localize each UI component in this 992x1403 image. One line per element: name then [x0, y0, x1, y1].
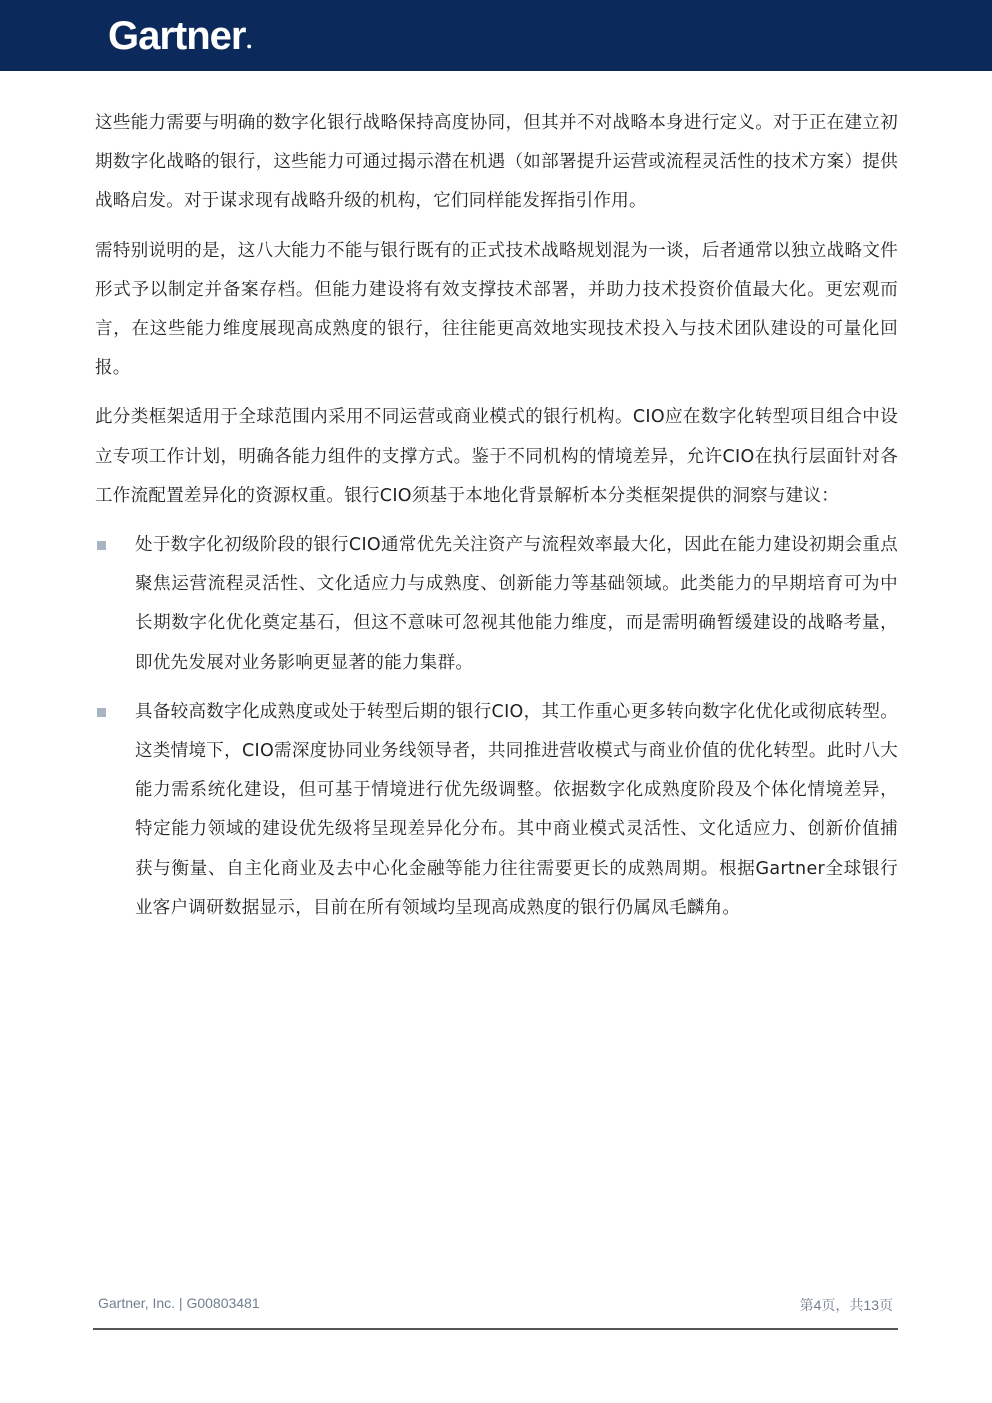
page-body — [95, 104, 898, 938]
gartner-logo — [108, 14, 251, 68]
footer-divider — [93, 1328, 898, 1330]
square-bullet-icon — [97, 708, 106, 717]
footer-document-id: Gartner, Inc. | G00803481 — [98, 1295, 260, 1311]
bullet-text-2: 具备较高数字化成熟度或处于转型后期的银行CIO，其工作重心更多转向数字化优化或彻底转型。这类情境下，CIO需深度协同业务线领导者，共同推进营收模式与商业价值的优化转型。此时八大能力需系统化建设，但可基于情境进行优先级调整。依据数字化成熟度阶段及个体化情境差异，特定能力领域的建设优先级将呈现差异化分布。其中商业模式灵活性、文化适应力、创新价值捕获与衡量、自主化商业及去中心化金融等能力往往需要更长的成熟周期。根据Gartner全球银行业客户调研数据显示，目前在所有领域均呈现高成熟度的银行仍属凤毛麟角。 — [135, 701, 898, 918]
bullet-list — [95, 526, 898, 928]
bullet-item-2 — [95, 693, 898, 928]
paragraph-2: 需特别说明的是，这八大能力不能与银行既有的正式技术战略规划混为一谈，后者通常以独立战略文件形式予以制定并备案存档。但能力建设将有效支撑技术部署，并助力技术投资价值最大化。更宏观而言，在这些能力维度展现高成熟度的银行，往往能更高效地实现技术投入与技术团队建设的可量化回报。 — [95, 240, 898, 379]
logo-text: Gartner — [108, 14, 246, 58]
logo-dot-icon: ● — [246, 41, 251, 51]
bullet-item-1 — [95, 526, 898, 683]
page-header — [0, 0, 992, 71]
bullet-text-1: 处于数字化初级阶段的银行CIO通常优先关注资产与流程效率最大化，因此在能力建设初期会重点聚焦运营流程灵活性、文化适应力与成熟度、创新能力等基础领域。此类能力的早期培育可为中长期数字化优化奠定基石，但这不意味可忽视其他能力维度，而是需明确暂缓建设的战略考量，即优先发展对业务影响更显著的能力集群。 — [135, 535, 898, 673]
square-bullet-icon — [97, 541, 106, 550]
paragraph-1: 这些能力需要与明确的数字化银行战略保持高度协同，但其并不对战略本身进行定义。对于正在建立初期数字化战略的银行，这些能力可通过揭示潜在机遇（如部署提升运营或流程灵活性的技术方案）提供战略启发。对于谋求现有战略升级的机构，它们同样能发挥指引作用。 — [95, 113, 898, 212]
paragraph-3: 此分类框架适用于全球范围内采用不同运营或商业模式的银行机构。CIO应在数字化转型项目组合中设立专项工作计划，明确各能力组件的支撑方式。鉴于不同机构的情境差异，允许CIO在执行层面针对各工作流配置差异化的资源权重。银行CIO须基于本地化背景解析本分类框架提供的洞察与建议： — [95, 407, 898, 506]
footer-page-number: 第4页，共13页 — [799, 1297, 893, 1313]
